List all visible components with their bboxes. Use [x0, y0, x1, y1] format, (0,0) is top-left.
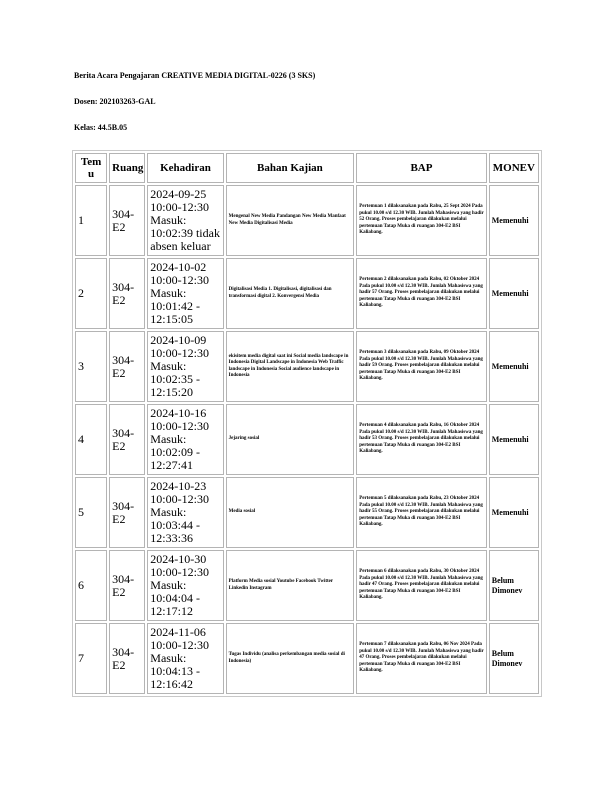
document-title: Berita Acara Pengajaran CREATIVE MEDIA DIGITAL-0226 (3 SKS) [74, 71, 316, 80]
attendance-cell: 2024-11-06 10:00-12:30 Masuk: 10:04:13 - 12:16:42 [147, 623, 223, 694]
bap-cell: Pertemuan 2 dilaksanakan pada Rabu, 02 Oktober 2024 Pada pukul 10.00 s/d 12.30 WIB. Jumlah Mahasiswa yang hadir 57 Orang. Proses pembelajaran dilakukan melalui pertemuan Tatap Muka di ruangan 304-E2 BSI Kaliabang. [356, 258, 487, 329]
attendance-cell: 2024-09-25 10:00-12:30 Masuk: 10:02:39 tidak absen keluar [147, 185, 223, 256]
bap-cell: Pertemuan 3 dilaksanakan pada Rabu, 09 Oktober 2024 Pada pukul 10.00 s/d 12.30 WIB. Jumlah Mahasiswa yang hadir 59 Orang. Proses pembelajaran dilakukan melalui pertemuan Tatap Muka di ruangan 304-E2 BSI Kaliabang. [356, 331, 487, 402]
table-row [75, 258, 539, 329]
room-cell: 304-E2 [109, 185, 145, 256]
monev-status: Belum Dimonev [489, 623, 539, 694]
column-header-temu: Tem u [75, 153, 107, 183]
monev-status: Belum Dimonev [489, 550, 539, 621]
bap-cell: Pertemuan 7 dilaksanakan pada Rabu, 06 Nov 2024 Pada pukul 10.00 s/d 12.30 WIB. Jumlah Mahasiswa yang hadir 47 Orang. Proses pembelajaran dilakukan melalui pertemuan Tatap Muka di ruangan 304-E2 BSI Kaliabang. [356, 623, 487, 694]
table-row [75, 477, 539, 548]
attendance-cell: 2024-10-30 10:00-12:30 Masuk: 10:04:04 - 12:17:12 [147, 550, 223, 621]
bap-cell: Pertemuan 6 dilaksanakan pada Rabu, 30 Oktober 2024 Pada pukul 10.00 s/d 12.30 WIB. Jumlah Mahasiswa yang hadir 47 Orang. Proses pembelajaran dilakukan melalui pertemuan Tatap Muka di ruangan 304-E2 BSI Kaliabang. [356, 550, 487, 621]
column-header-monev: MONEV [489, 153, 539, 183]
column-header-bahan-kajian: Bahan Kajian [226, 153, 355, 183]
room-cell: 304-E2 [109, 331, 145, 402]
kelas-label: Kelas: 44.5B.05 [74, 123, 128, 132]
meeting-number: 1 [75, 185, 107, 256]
attendance-cell: 2024-10-09 10:00-12:30 Masuk: 10:02:35 - 12:15:20 [147, 331, 223, 402]
table-row [75, 185, 539, 256]
room-cell: 304-E2 [109, 258, 145, 329]
meeting-number: 7 [75, 623, 107, 694]
material-cell: ekisitem media digital saat ini Social media landscape in Indonesia Digital Landscape in Indonesia Web Traffic landscape in Indonesia Social audience landscape in Indonesia [226, 331, 355, 402]
material-cell: Media sosial [226, 477, 355, 548]
meeting-number: 4 [75, 404, 107, 475]
material-cell: Platform Media sosial Youtube Facebook Twitter Linkedin Instagram [226, 550, 355, 621]
table-row [75, 550, 539, 621]
column-header-bap: BAP [356, 153, 487, 183]
meeting-number: 6 [75, 550, 107, 621]
column-header-kehadiran: Kehadiran [147, 153, 223, 183]
monev-status: Memenuhi [489, 331, 539, 402]
monev-status: Memenuhi [489, 404, 539, 475]
table-row [75, 623, 539, 694]
bap-cell: Pertemuan 5 dilaksanakan pada Rabu, 23 Oktober 2024 Pada pukul 10.00 s/d 12.30 WIB. Jumlah Mahasiswa yang hadir 55 Orang. Proses pembelajaran dilakukan melalui pertemuan Tatap Muka di ruangan 304-E2 BSI Kaliabang. [356, 477, 487, 548]
table-row [75, 331, 539, 402]
dosen-label: Dosen: 202103263-GAL [74, 97, 156, 106]
attendance-table [72, 150, 542, 697]
bap-cell: Pertemuan 1 dilaksanakan pada Rabu, 25 Sept 2024 Pada pukul 10.00 s/d 12.30 WIB. Jumlah Mahasiswa yang hadir 52 Orang. Proses pembelajaran dilakukan melalui pertemuan Tatap Muka di ruangan 304-E2 BSI Kaliabang. [356, 185, 487, 256]
monev-status: Memenuhi [489, 258, 539, 329]
monev-status: Memenuhi [489, 185, 539, 256]
attendance-cell: 2024-10-23 10:00-12:30 Masuk: 10:03:44 - 12:33:36 [147, 477, 223, 548]
table-row [75, 404, 539, 475]
meeting-number: 5 [75, 477, 107, 548]
material-cell: Tugas Individu (analisa perkembangan media sosial di Indonesia) [226, 623, 355, 694]
material-cell: Jejaring sosial [226, 404, 355, 475]
meeting-number: 2 [75, 258, 107, 329]
room-cell: 304-E2 [109, 477, 145, 548]
table-header-row [75, 153, 539, 183]
column-header-ruang: Ruang [109, 153, 145, 183]
meeting-number: 3 [75, 331, 107, 402]
attendance-cell: 2024-10-02 10:00-12:30 Masuk: 10:01:42 - 12:15:05 [147, 258, 223, 329]
attendance-cell: 2024-10-16 10:00-12:30 Masuk: 10:02:09 - 12:27:41 [147, 404, 223, 475]
room-cell: 304-E2 [109, 623, 145, 694]
monev-status: Memenuhi [489, 477, 539, 548]
material-cell: Mengenal New Media Pandangan New Media Manfaat New Media Digitalisasi Media [226, 185, 355, 256]
material-cell: Digitalisasi Media 1. Digitalisasi, digitalisasi dan transformasi digital 2. Konvergensi Media [226, 258, 355, 329]
bap-cell: Pertemuan 4 dilaksanakan pada Rabu, 16 Oktober 2024 Pada pukul 10.00 s/d 12.30 WIB. Jumlah Mahasiswa yang hadir 53 Orang. Proses pembelajaran dilakukan melalui pertemuan Tatap Muka di ruangan 304-E2 BSI Kaliabang. [356, 404, 487, 475]
room-cell: 304-E2 [109, 550, 145, 621]
room-cell: 304-E2 [109, 404, 145, 475]
